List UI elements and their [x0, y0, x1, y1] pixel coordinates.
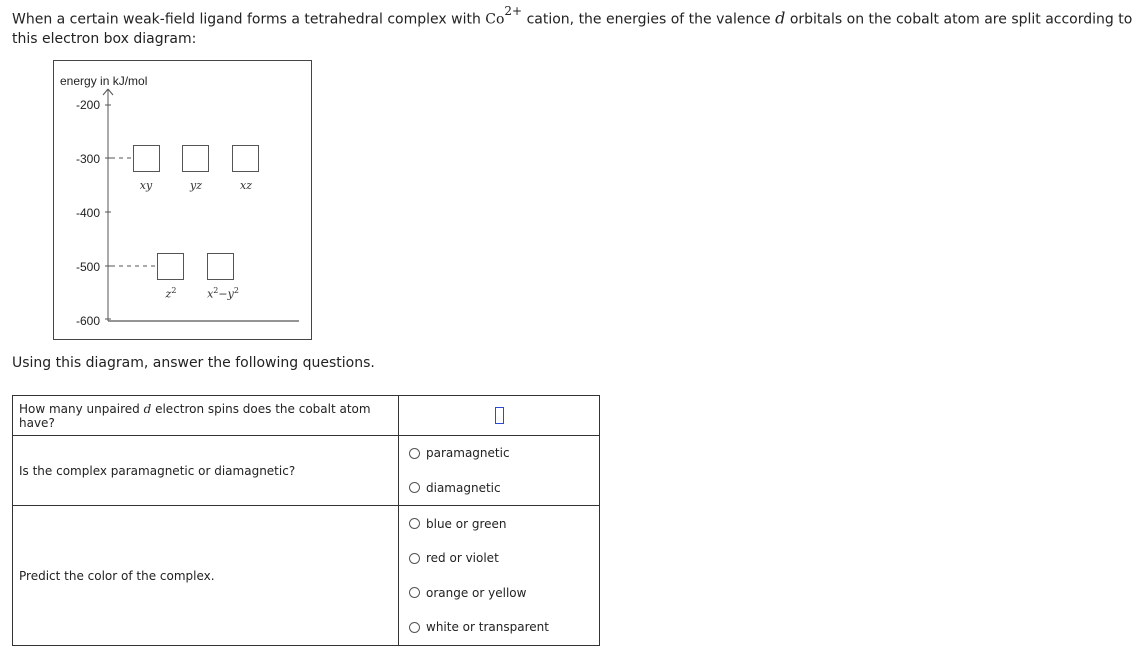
question-row — [13, 506, 600, 646]
orbital-box-xy[interactable] — [133, 145, 160, 172]
orbital-box-x2-y2[interactable] — [207, 253, 234, 280]
cobalt-symbol: Co — [485, 11, 505, 28]
intro-text-4: this electron box diagram: — [12, 30, 197, 47]
question-row — [13, 436, 600, 506]
tick-label: -500 — [75, 260, 100, 274]
tick-label: -300 — [75, 152, 100, 166]
orbital-label-x2-y2: $x^2-y^2$ — [207, 286, 239, 301]
option-red-violet[interactable]: red or violet — [409, 541, 589, 576]
orbital-label-z2: $z^2$ — [165, 286, 177, 301]
question-color: Predict the color of the complex. — [13, 506, 399, 646]
orbital-label-xy: xy — [139, 179, 153, 192]
cobalt-charge: 2+ — [504, 4, 523, 18]
intro-d-letter: d — [775, 8, 786, 28]
answer-cell — [399, 436, 600, 506]
option-paramagnetic[interactable]: paramagnetic — [409, 436, 589, 471]
question-intro — [12, 5, 1137, 49]
energy-diagram — [53, 60, 312, 340]
tick-label: -600 — [75, 314, 100, 328]
intro-text-2: cation, the energies of the valence — [526, 11, 771, 28]
option-white-transparent[interactable]: white or transparent — [409, 610, 589, 645]
orbital-box-z2[interactable] — [157, 253, 184, 280]
option-blue-green[interactable]: blue or green — [409, 507, 589, 542]
instructions-text: Using this diagram, answer the following questions. — [12, 355, 375, 371]
option-orange-yellow[interactable]: orange or yellow — [409, 576, 589, 611]
answer-cell — [399, 396, 600, 436]
radio-icon[interactable] — [409, 587, 420, 598]
unpaired-count-input[interactable] — [495, 407, 504, 424]
energy-unit-label: energy in kJ/mol — [60, 74, 148, 88]
intro-text-1: When a certain weak-field ligand forms a tetrahedral complex with — [12, 11, 481, 28]
orbital-label-yz: yz — [189, 179, 202, 192]
question-unpaired-electrons: How many unpaired d electron spins does the cobalt atom have? — [13, 396, 399, 436]
answer-cell — [399, 506, 600, 646]
tick-label: -200 — [75, 98, 100, 112]
questions-table — [12, 395, 600, 646]
question-row — [13, 396, 600, 436]
radio-icon[interactable] — [409, 518, 420, 529]
option-diamagnetic[interactable]: diamagnetic — [409, 471, 589, 506]
question-magnetism: Is the complex paramagnetic or diamagnetic? — [13, 436, 399, 506]
radio-icon[interactable] — [409, 448, 420, 459]
radio-icon[interactable] — [409, 482, 420, 493]
tick-label: -400 — [75, 206, 100, 220]
radio-icon[interactable] — [409, 622, 420, 633]
orbital-box-xz[interactable] — [232, 145, 259, 172]
orbital-label-xz: xz — [240, 179, 252, 192]
orbital-box-yz[interactable] — [182, 145, 209, 172]
intro-text-3: orbitals on the cobalt atom are split according to — [789, 11, 1133, 28]
radio-icon[interactable] — [409, 553, 420, 564]
